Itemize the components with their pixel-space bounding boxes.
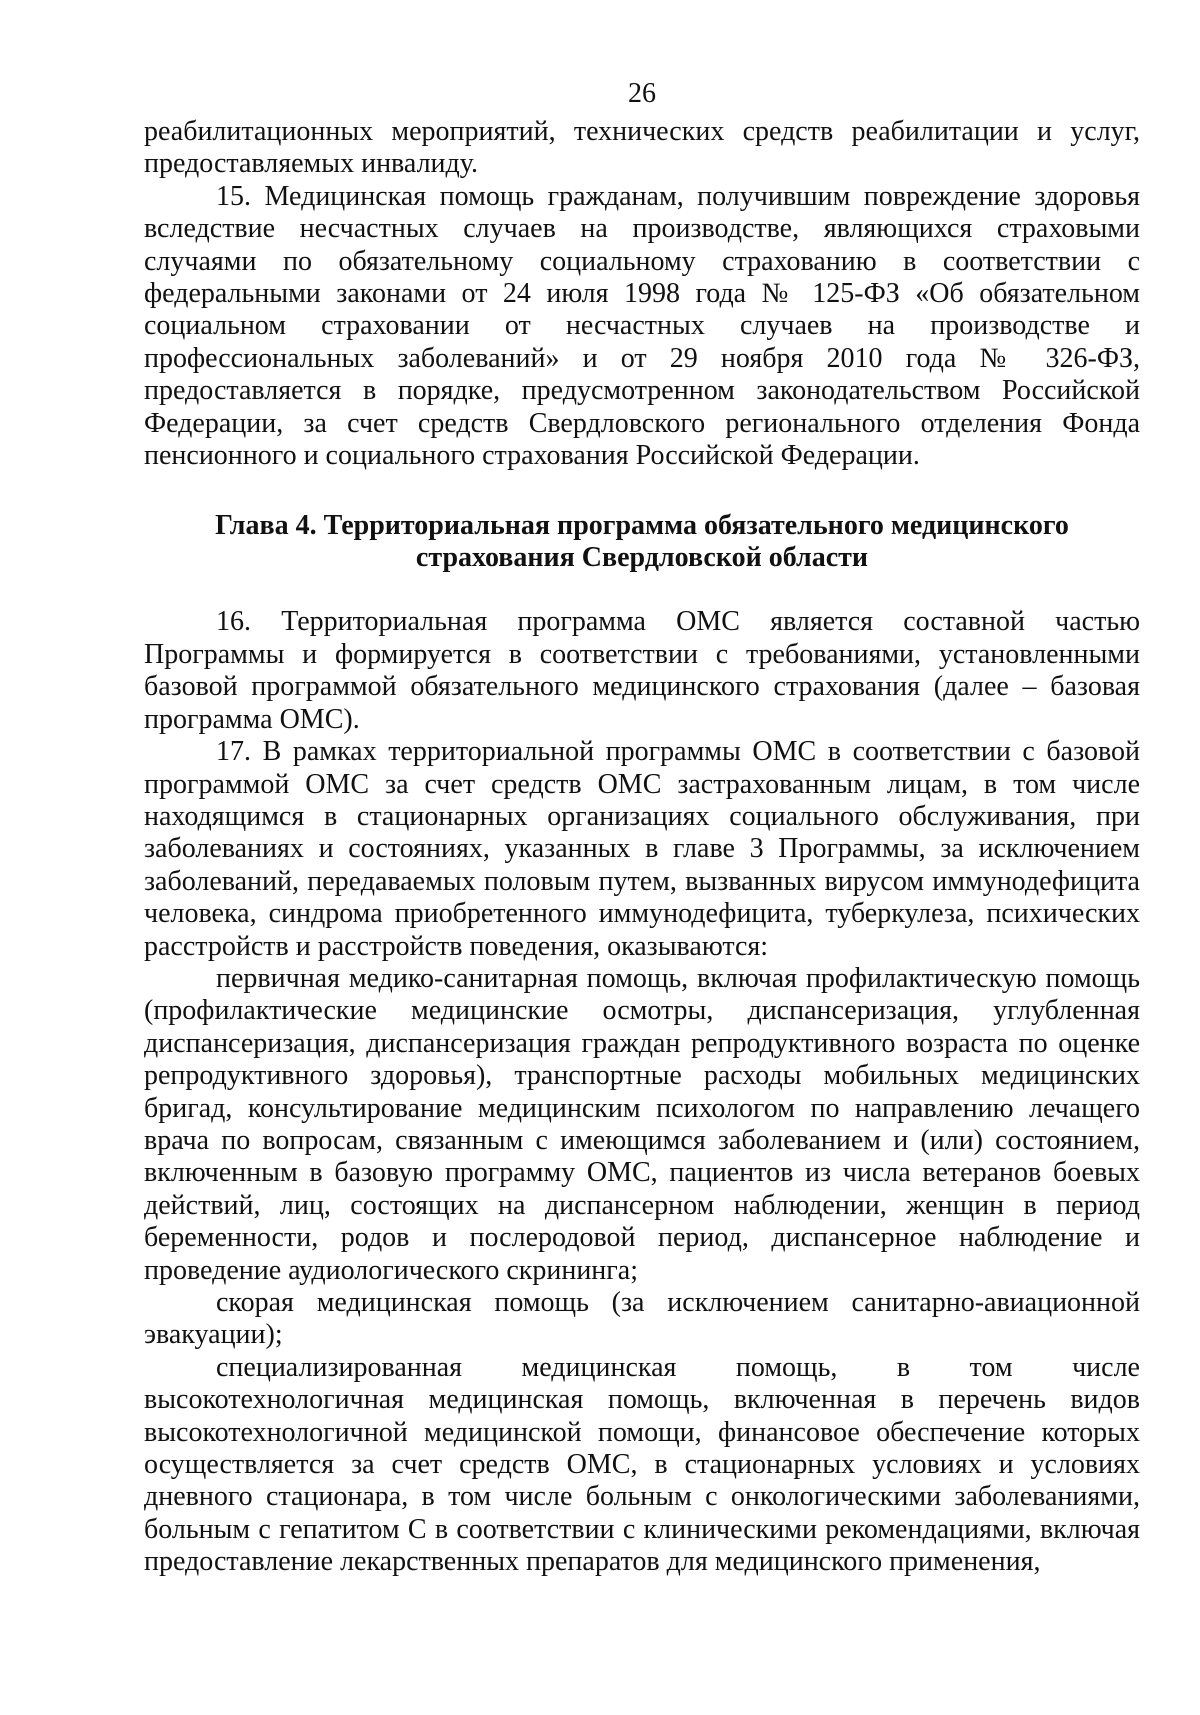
paragraph-continuation: реабилитационных мероприятий, технических средств реабилитации и услуг, предоставляемых инвалиду. [144, 116, 1140, 180]
paragraph-primary-care: первичная медико-санитарная помощь, включая профилактическую помощь (профилактические медицинские осмотры, диспансеризация, углубленная диспансеризация, диспансеризация граждан репродуктивного возраста по оценке репродуктивного здоровья), транспортные расходы мобильных медицинских бригад, консультирование медицинским психологом по направлению лечащего врача по вопросам, связанным с имеющимся заболеванием и (или) состоянием, включенным в базовую программу ОМС, пациентов из числа ветеранов боевых действий, лиц, состоящих на диспансерном наблюдении, женщин в период беременности, родов и послеродовой период, диспансерное наблюдение и проведение аудиологического скрининга; [144, 962, 1140, 1286]
paragraph-item-17: 17. В рамках территориальной программы ОМС в соответствии с базовой программой ОМС за счет средств ОМС застрахованным лицам, в том числе находящимся в стационарных организациях социального обслуживания, при заболеваниях и состояниях, указанных в главе 3 Программы, за исключением заболеваний, передаваемых половым путем, вызванных вирусом иммунодефицита человека, синдрома приобретенного иммунодефицита, туберкулеза, психических расстройств и расстройств поведения, оказываются: [144, 736, 1140, 962]
paragraph-item-15: 15. Медицинская помощь гражданам, получившим повреждение здоровья вследствие несчастных случаев на производстве, являющихся страховыми случаями по обязательному социальному страхованию в соответствии с федеральными законами от 24 июля 1998 года № 125-ФЗ «Об обязательном социальном страховании от несчастных случаев на производстве и профессиональных заболеваний» и от 29 ноября 2010 года № 326-ФЗ, предоставляется в порядке, предусмотренном законодательством Российской Федерации, за счет средств Свердловского регионального отделения Фонда пенсионного и социального страхования Российской Федерации. [144, 180, 1140, 472]
page-number: 26 [628, 78, 656, 109]
paragraph-item-16: 16. Территориальная программа ОМС является составной частью Программы и формируется в соответствии с требованиями, установленными базовой программой обязательного медицинского страхования (далее – базовая программа ОМС). [144, 606, 1140, 735]
chapter-heading [144, 510, 1140, 574]
paragraph-specialized-care: специализированная медицинская помощь, в том числе высокотехнологичная медицинская помощь, включенная в перечень видов высокотехнологичной медицинской помощи, финансовое обеспечение которых осуществляется за счет средств ОМС, в стационарных условиях и условиях дневного стационара, в том числе больным с онкологическими заболеваниями, больным с гепатитом С в соответствии с клиническими рекомендациями, включая предоставление лекарственных препаратов для медицинского применения, [144, 1351, 1140, 1578]
chapter-heading-line-2: страхования Свердловской области [415, 542, 869, 574]
page-content [144, 78, 1140, 1579]
paragraph-emergency-care: скорая медицинская помощь (за исключением санитарно-авиационной эвакуации); [144, 1287, 1140, 1351]
chapter-heading-line-1: Глава 4. Территориальная программа обязательного медицинского [215, 510, 1069, 542]
